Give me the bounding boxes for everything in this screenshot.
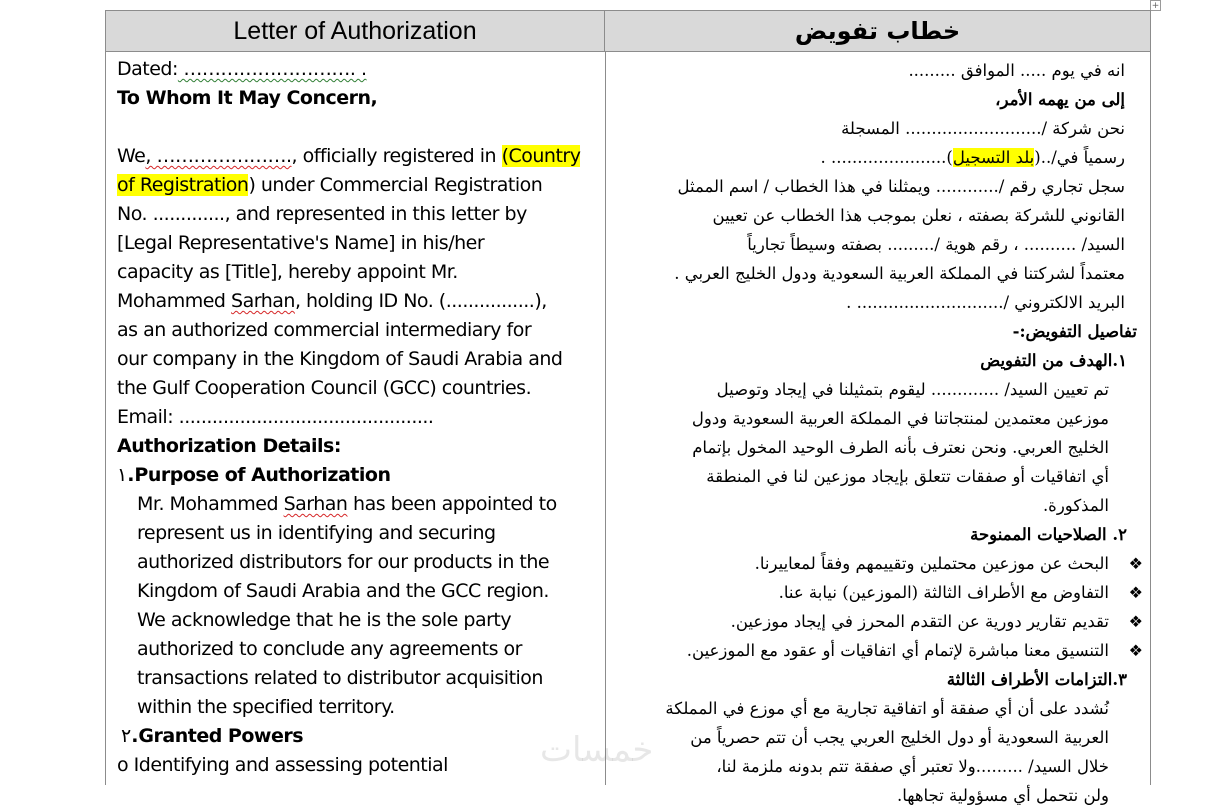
diamond-bullet-icon: ❖ (1128, 554, 1143, 573)
paragraph-line: as an authorized commercial intermediary for (117, 319, 532, 341)
paragraph-line: of Registration) under Commercial Registration (117, 174, 543, 196)
ar-line: القانوني للشركة بصفته ، نعلن بموجب هذا الخطاب عن تعيين (712, 206, 1125, 225)
ar-line: رسمياً في/..(بلد التسجيل)...................... . (820, 148, 1125, 167)
ar-line: البريد الالكتروني /............................ . (846, 293, 1125, 312)
section-1-line: Mr. Mohammed Sarhan has been appointed to (137, 493, 557, 515)
ar-bullet-item: ❖ التفاوض مع الأطراف الثالثة (الموزعين) نيابة عنا. (611, 578, 1147, 607)
arabic-title: خطاب تفويض (605, 11, 1150, 52)
ar-section-1-line: الخليج العربي. ونحن نعترف بأنه الطرف الوحيد المخول بإتمام (692, 438, 1109, 457)
ar-section-1-line: تم تعيين السيد/ ............. ليقوم بتمثيلنا في إيجاد وتوصيل (716, 380, 1109, 399)
ar-bullet-item: ❖ التنسيق معنا مباشرة لإتمام أي اتفاقيات أو عقود مع الموزعين. (611, 636, 1147, 665)
section-2-item: o Identifying and assessing potential (117, 754, 448, 776)
dated-line: Dated: ………………………. . (117, 58, 367, 80)
ar-section-heading: تفاصيل التفويض:- (1012, 322, 1137, 341)
ar-bullet-item: ❖ تقديم تقارير دورية عن التقدم المحرز في إيجاد موزعين. (611, 607, 1147, 636)
ar-section-1-line: المذكورة. (1042, 496, 1109, 515)
highlight-country: (Country (501, 145, 581, 167)
diamond-bullet-icon: ❖ (1128, 612, 1143, 631)
section-2-title: ٢.Granted Powers (121, 725, 304, 747)
ar-section-1-title: ١.الهدف من التفويض (980, 351, 1127, 370)
authorization-table (105, 10, 1151, 805)
diamond-bullet-icon: ❖ (1128, 583, 1143, 602)
highlight-registration: of Registration (117, 174, 249, 196)
ar-section-3-title: ٣.التزامات الأطراف الثالثة (946, 670, 1127, 689)
section-1-line: We acknowledge that he is the sole party (137, 609, 512, 631)
ar-section-3-line: نُشدد على أن أي صفقة أو اتفاقية تجارية مع أي موزع في المملكة (665, 699, 1109, 718)
section-1-line: represent us in identifying and securing (137, 522, 496, 544)
section-1-line: authorized to conclude any agreements or (137, 638, 522, 660)
table-move-handle-icon[interactable]: + (1151, 1, 1160, 11)
section-1-line: transactions related to distributor acquisition (137, 667, 543, 689)
english-title: Letter of Authorization (106, 11, 605, 52)
section-1-line: Kingdom of Saudi Arabia and the GCC region. (137, 580, 549, 602)
paragraph-line: capacity as [Title], hereby appoint Mr. (117, 261, 458, 283)
ar-salutation: إلى من يهمه الأمر، (995, 90, 1125, 109)
highlight-ar-country: بلد التسجيل (952, 148, 1035, 167)
watermark-logo: خمسات (540, 730, 654, 770)
paragraph-line: We, …………………., officially registered in (Country (117, 145, 581, 167)
section-1-line: within the specified territory. (137, 696, 395, 718)
ar-section-1-line: أي اتفاقيات أو صفقات تتعلق بإيجاد موزعين لنا في المنطقة (706, 467, 1109, 486)
arabic-column[interactable] (611, 56, 1147, 810)
paragraph-line: our company in the Kingdom of Saudi Arabia and (117, 348, 563, 370)
ar-section-3-line: ولن نتحمل أي مسؤولية تجاهها. (896, 786, 1109, 805)
section-heading: Authorization Details: (117, 435, 341, 457)
ar-section-2-title: ٢. الصلاحيات الممنوحة (970, 525, 1127, 544)
section-1-title: ١.Purpose of Authorization (117, 464, 391, 486)
ar-section-1-line: موزعين معتمدين لمنتجاتنا في المملكة العربية السعودية ودول (691, 409, 1109, 428)
ar-line: السيد/ .......... ، رقم هوية /......... بصفته وسيطاً تجارياً (747, 235, 1125, 254)
ar-line: نحن شركة /.......................... المسجلة (841, 119, 1125, 138)
ar-line: معتمداً لشركتنا في المملكة العربية السعودية ودول الخليج العربي . (674, 264, 1125, 283)
paragraph-line: [Legal Representative's Name] in his/her (117, 232, 485, 254)
ar-bullet-item: ❖ البحث عن موزعين محتملين وتقييمهم وفقاً لمعاييرنا. (611, 549, 1147, 578)
ar-section-3-line: العربية السعودية أو دول الخليج العربي يجب أن تتم حصرياً من (690, 728, 1109, 747)
ar-line: انه في يوم ..... الموافق ......... (908, 61, 1125, 80)
diamond-bullet-icon: ❖ (1128, 641, 1143, 660)
column-divider (605, 52, 606, 785)
blank-line (117, 113, 601, 142)
paragraph-line: Mohammed Sarhan, holding ID No. (................), (117, 290, 547, 312)
paragraph-line: the Gulf Cooperation Council (GCC) countries. (117, 377, 532, 399)
section-1-line: authorized distributors for our products in the (137, 551, 550, 573)
ar-line: سجل تجاري رقم /............ ويمثلنا في هذا الخطاب / اسم الممثل (677, 177, 1125, 196)
paragraph-line: No. ............., and represented in this letter by (117, 203, 527, 225)
salutation: To Whom It May Concern, (117, 87, 378, 109)
english-column[interactable] (117, 55, 601, 780)
ar-section-3-line: خلال السيد/ .........ولا تعتبر أي صفقة تتم بدونه ملزمة لنا، (716, 757, 1109, 776)
email-line: Email: .............................................. (117, 406, 434, 428)
